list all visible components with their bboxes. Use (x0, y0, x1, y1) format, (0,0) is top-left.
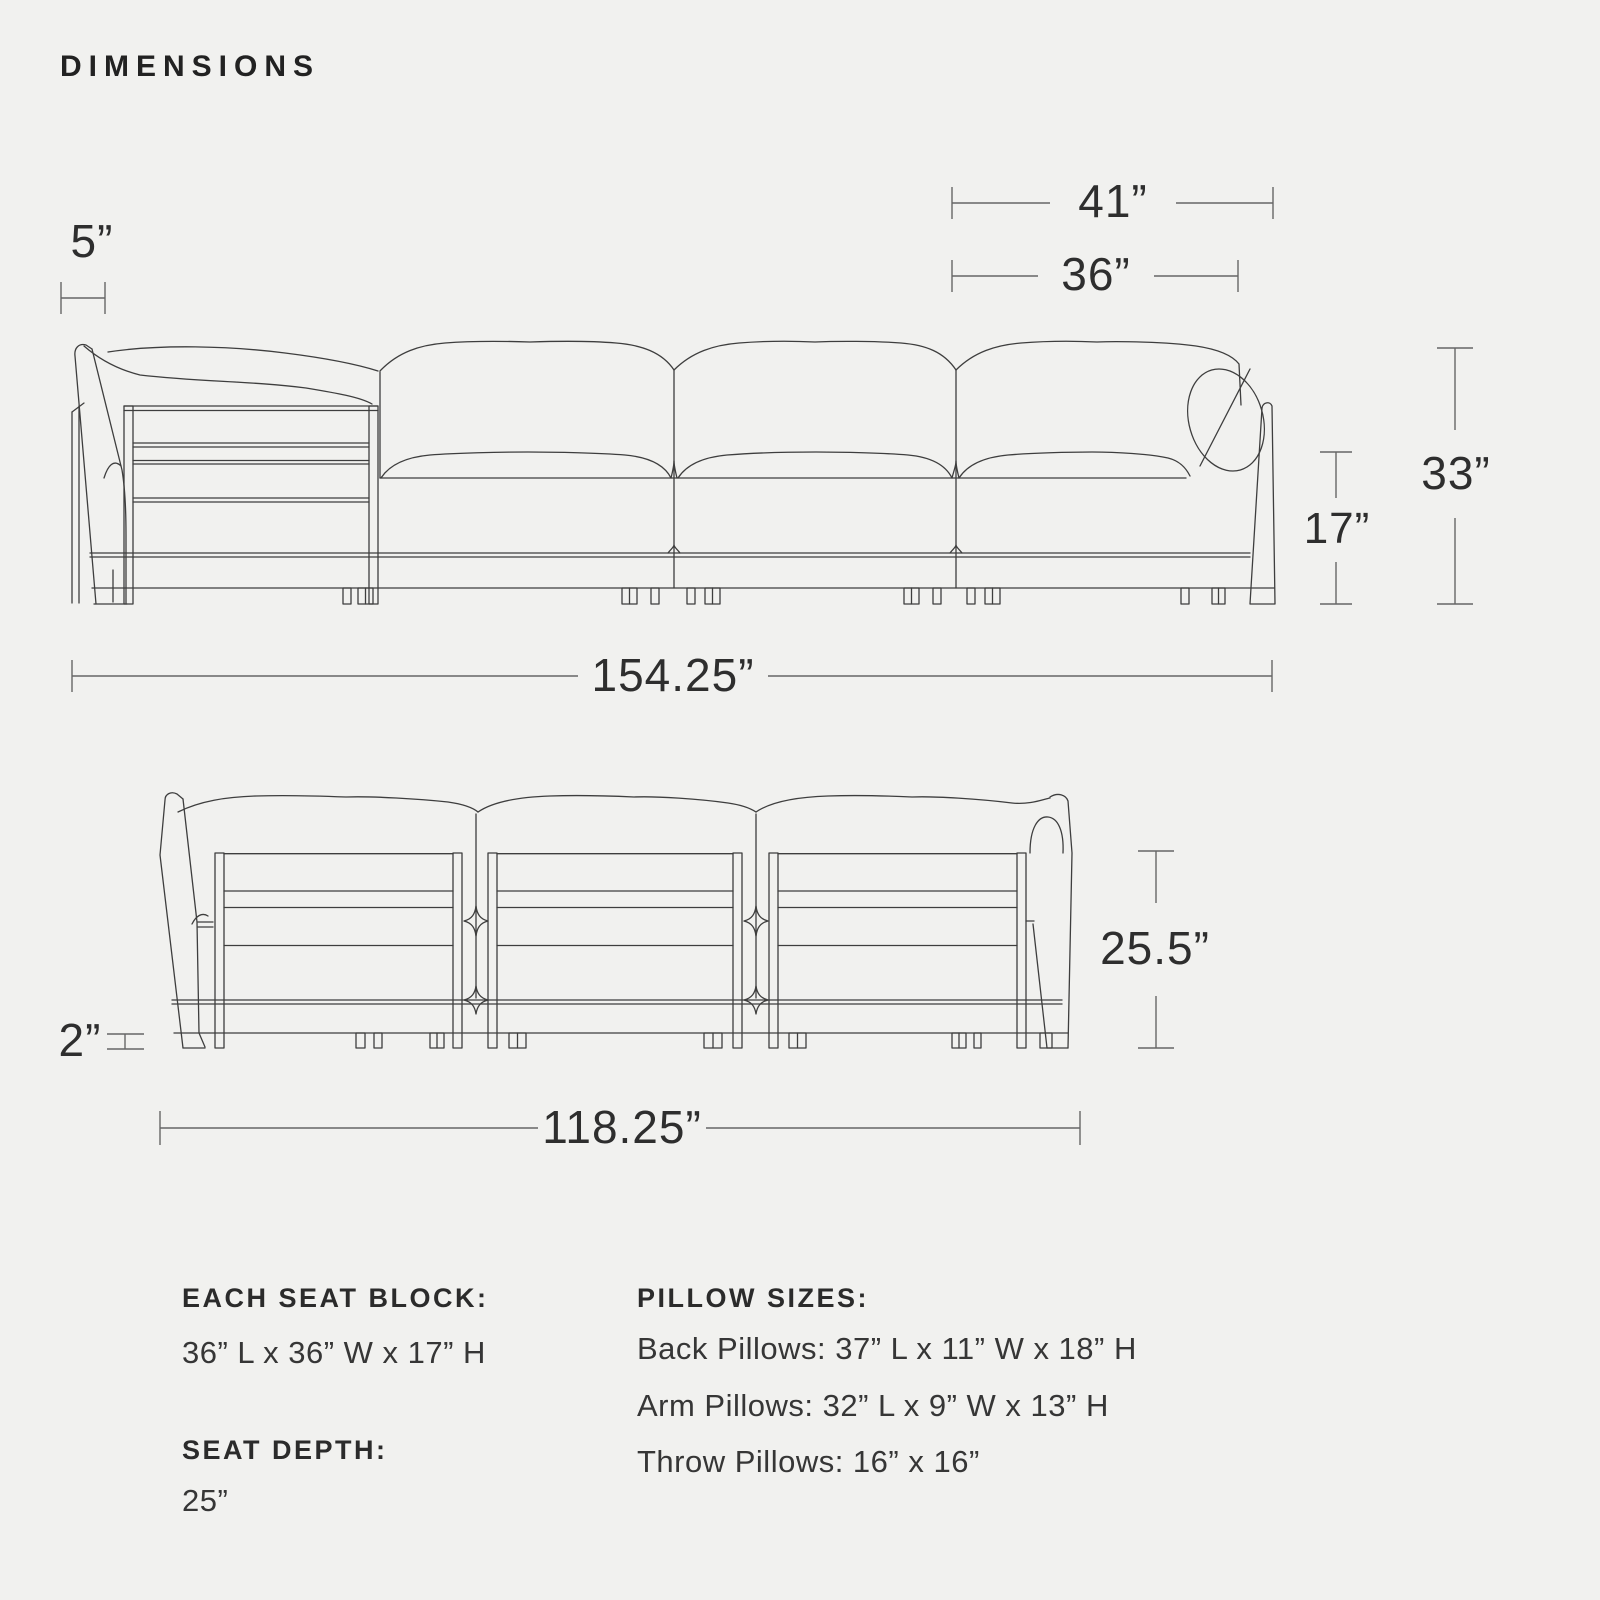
front-base-platform (90, 478, 1274, 588)
dim-label-overall-height: 33” (1421, 447, 1491, 499)
dim-label-arm-width: 5” (70, 215, 114, 267)
front-back-cushions (380, 341, 1241, 588)
spec-value-arm-pillows: Arm Pillows: 32” L x 9” W x 13” H (637, 1388, 1109, 1423)
back-legs (356, 1033, 1052, 1048)
spec-value-seat-block: 36” L x 36” W x 17” H (182, 1335, 486, 1370)
back-seat-frames (215, 853, 1026, 1048)
dim-label-seat-block-width: 36” (1061, 248, 1131, 300)
dim-label-leg-height: 2” (58, 1014, 102, 1066)
back-right-arm (1026, 794, 1072, 1048)
dim-label-back-frame-height: 25.5” (1100, 922, 1210, 974)
front-legs (343, 588, 1225, 604)
sofa-back-view-drawing (160, 793, 1072, 1048)
sofa-front-view-drawing (72, 341, 1276, 604)
dim-label-end-seat-with-arm: 41” (1078, 175, 1148, 227)
spec-heading-seat-depth: SEAT DEPTH: (182, 1435, 388, 1465)
dim-label-overall-length: 154.25” (591, 649, 755, 701)
spec-heading-pillow-sizes: PILLOW SIZES: (637, 1283, 869, 1313)
dim-line-leg-height (107, 1034, 144, 1049)
dimension-lines (58, 187, 1473, 1145)
back-left-arm (160, 793, 213, 1048)
front-seat-cushions (381, 452, 1190, 478)
back-base-platform (172, 1000, 1068, 1033)
back-cushion-tops (178, 796, 1050, 998)
spec-value-seat-depth: 25” (182, 1483, 229, 1518)
front-right-arm-and-bolster (1176, 360, 1276, 604)
dim-label-seat-height: 17” (1303, 504, 1371, 553)
page-title: DIMENSIONS (60, 50, 321, 83)
front-left-corner-arm (72, 345, 378, 604)
spec-heading-seat-block: EACH SEAT BLOCK: (182, 1283, 489, 1313)
spec-value-back-pillows: Back Pillows: 37” L x 11” W x 18” H (637, 1331, 1137, 1366)
spec-value-throw-pillows: Throw Pillows: 16” x 16” (637, 1444, 980, 1479)
dim-line-arm-width (61, 282, 105, 314)
front-corner-frame (124, 406, 378, 604)
dim-label-overall-depth: 118.25” (542, 1101, 702, 1153)
